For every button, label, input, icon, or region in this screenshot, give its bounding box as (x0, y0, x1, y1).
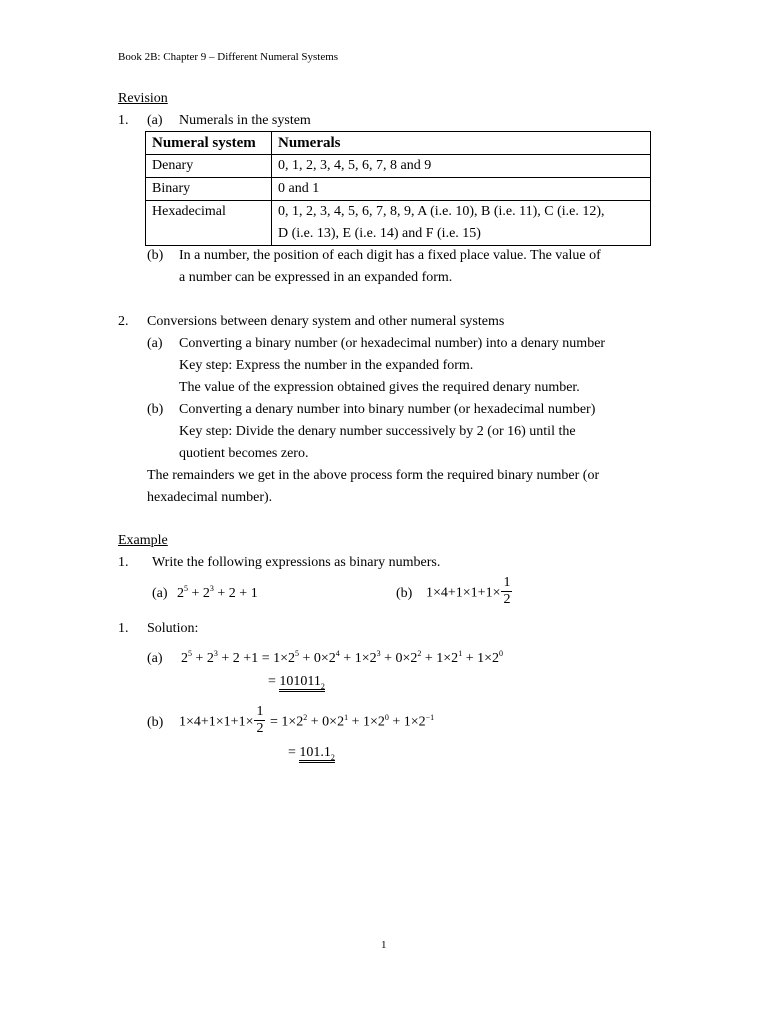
table-cell-line: 0, 1, 2, 3, 4, 5, 6, 7, 8, 9, A (i.e. 10), B (i.e. 11), C (i.e. 12), (278, 204, 605, 219)
table-header-cell: Numeral system (146, 132, 272, 155)
solution-b-label: (b) (147, 715, 164, 730)
table-cell: 0 and 1 (272, 178, 651, 201)
solution-a-expansion: $2^5 + 2^3 + 2 +1 = 1\times 2^5 + 0\times 2^4 + 1\times 2^3 + 0\times 2^2 + 1\times 2^1 + 1\times 2^0$ (181, 649, 503, 666)
running-header: Book 2B: Chapter 9 – Different Numeral Systems (118, 51, 339, 63)
q2-b-line1: Converting a denary number into binary number (or hexadecimal number) (179, 402, 596, 417)
solution-b-expansion: 1×4+1×1+1× $\frac{1}{2}$ = $1\times 2^2 + 0\times 2^1 + 1\times 2^0 + 1\times 2^{-1}$ (179, 704, 435, 736)
table-header-row (146, 132, 651, 155)
table-header-cell: Numerals (272, 132, 651, 155)
example-heading: Example (118, 533, 168, 548)
solution-label: Solution: (147, 621, 199, 636)
table-row (146, 178, 651, 201)
q1-b-line1: In a number, the position of each digit has a fixed place value. The value of (179, 248, 601, 263)
solution-number: 1. (118, 621, 129, 636)
q2-a-line1: Converting a binary number (or hexadecimal number) into a denary number (179, 336, 606, 351)
numerals-table (145, 131, 651, 246)
page-number: 1 (381, 939, 387, 951)
expression-a: $2^5 + 2^3 + 2 + 1$ (177, 584, 258, 601)
solution-a-label: (a) (147, 651, 163, 666)
q1-number: 1. (118, 113, 129, 128)
q2-a-line2: Key step: Express the number in the expanded form. (179, 358, 474, 373)
answer-b: $101.1_2$ (299, 745, 335, 762)
solution-b-result: = $101.1_2$ (288, 745, 335, 762)
q1-a-label: (a) (147, 113, 163, 128)
expression-b: 1×4+1×1+1× $\frac{1}{2}$ (426, 575, 511, 607)
q2-tail-line2: hexadecimal number). (147, 490, 273, 505)
q2-title: Conversions between denary system and other numeral systems (147, 314, 505, 329)
q2-a-line3: The value of the expression obtained gives the required denary number. (179, 380, 580, 395)
table-cell: Hexadecimal (146, 201, 272, 246)
table-cell (272, 201, 651, 246)
table-cell: Binary (146, 178, 272, 201)
q1-b-label: (b) (147, 248, 164, 263)
q2-b-line3: quotient becomes zero. (179, 446, 309, 461)
example-q-text: Write the following expressions as binary numbers. (152, 555, 441, 570)
q2-number: 2. (118, 314, 129, 329)
q2-b-line2: Key step: Divide the denary number successively by 2 (or 16) until the (179, 424, 576, 439)
table-cell: Denary (146, 155, 272, 178)
q2-b-label: (b) (147, 402, 164, 417)
table-row (146, 155, 651, 178)
answer-a: $101011_2$ (279, 674, 325, 691)
q1-b-line2: a number can be expressed in an expanded form. (179, 270, 453, 285)
table-row (146, 201, 651, 246)
solution-a-result: = $101011_2$ (268, 674, 325, 691)
example-q-number: 1. (118, 555, 129, 570)
example-part-b-label: (b) (396, 586, 413, 601)
fraction-one-half: $\frac{1}{2}$ (256, 704, 264, 736)
q2-tail-line1: The remainders we get in the above process form the required binary number (or (147, 468, 600, 483)
revision-heading: Revision (118, 91, 168, 106)
table-cell: 0, 1, 2, 3, 4, 5, 6, 7, 8 and 9 (272, 155, 651, 178)
q1-a-text: Numerals in the system (179, 113, 311, 128)
example-part-a-label: (a) (152, 586, 168, 601)
fraction-one-half: $\frac{1}{2}$ (503, 575, 511, 607)
table-cell-line: D (i.e. 13), E (i.e. 14) and F (i.e. 15) (278, 226, 481, 241)
q2-a-label: (a) (147, 336, 163, 351)
